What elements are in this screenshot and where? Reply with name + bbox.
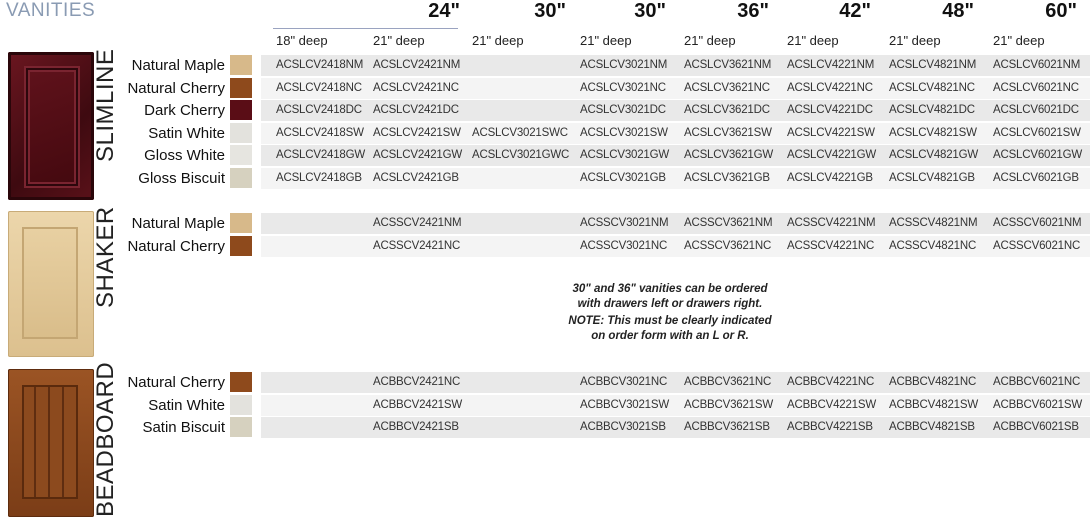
model-code-cell: ACBBCV4821NC xyxy=(889,376,977,388)
model-code-cell: ACSLCV4821GB xyxy=(889,171,975,184)
depth-header: 18" deep xyxy=(276,33,328,48)
model-code-cell: ACSLCV4821GW xyxy=(889,149,978,161)
model-code-cell: ACSSCV6021NC xyxy=(993,239,1081,252)
note-line: on order form with an L or R. xyxy=(591,330,749,342)
series-label-beadboard: BEADBOARD xyxy=(92,361,119,517)
size-header-30-drawer: 30" xyxy=(534,0,566,22)
model-code-cell: ACSLCV2418NC xyxy=(276,81,362,94)
model-code-cell: ACSLCV3621SW xyxy=(684,126,772,139)
model-code-cell: ACSSCV2421NM xyxy=(373,217,462,229)
model-code-cell: ACSLCV4221NM xyxy=(787,59,875,71)
model-code-cell: ACSLCV4821NM xyxy=(889,59,977,71)
model-code-cell: ACSSCV4221NM xyxy=(787,217,876,229)
depth-header: 21" deep xyxy=(684,33,736,48)
finish-swatch xyxy=(230,236,252,256)
model-code-cell: ACBBCV3021SW xyxy=(580,398,669,411)
model-code-cell: ACSLCV3021GW xyxy=(580,149,669,161)
model-code-cell: ACSLCV6021NM xyxy=(993,59,1081,71)
model-code-cell: ACSLCV2418SW xyxy=(276,126,364,139)
model-code-cell: ACSLCV4221GW xyxy=(787,149,876,161)
model-code-cell: ACSLCV4221GB xyxy=(787,171,873,184)
model-code-cell: ACSLCV3021SW xyxy=(580,126,668,139)
finish-label: Satin White xyxy=(148,124,225,142)
model-code-cell: ACBBCV3621NC xyxy=(684,376,772,388)
note-line: 30" and 36" vanities can be ordered xyxy=(572,283,768,295)
depth-header: 21" deep xyxy=(580,33,632,48)
finish-label: Dark Cherry xyxy=(144,102,225,119)
depth-header: 21" deep xyxy=(472,33,524,48)
model-code-cell: ACSLCV3621GB xyxy=(684,171,770,184)
finish-swatch xyxy=(230,145,252,165)
note-line: with drawers left or drawers right. xyxy=(577,298,763,310)
model-code-cell: ACBBCV4821SW xyxy=(889,398,978,411)
model-code-cell: ACBBCV2421SB xyxy=(373,421,459,433)
depth-header: 21" deep xyxy=(373,33,425,48)
page-title: VANITIES xyxy=(6,0,96,21)
model-code-cell: ACSLCV2421DC xyxy=(373,104,459,116)
size-header-48: 48" xyxy=(942,0,974,22)
size-header-42: 42" xyxy=(839,0,871,22)
model-code-cell: ACSLCV2421SW xyxy=(373,126,461,139)
model-code-cell: ACSLCV6021DC xyxy=(993,104,1079,116)
model-code-cell: ACSSCV3621NM xyxy=(684,217,773,229)
model-code-cell: ACSLCV4221DC xyxy=(787,104,873,116)
model-code-cell: ACSLCV2421GB xyxy=(373,171,459,184)
series-label-shaker: SHAKER xyxy=(92,206,119,308)
finish-label: Natural Maple xyxy=(131,215,225,232)
finish-swatch xyxy=(230,78,252,98)
note-line: NOTE: This must be clearly indicated xyxy=(568,315,772,327)
model-code-cell: ACBBCV3021NC xyxy=(580,376,668,388)
finish-swatch xyxy=(230,395,252,415)
finish-label: Satin White xyxy=(148,396,225,414)
model-code-cell: ACSLCV6021GW xyxy=(993,149,1082,161)
finish-swatch xyxy=(230,372,252,392)
model-code-cell: ACSLCV4821NC xyxy=(889,81,975,94)
finish-label: Natural Cherry xyxy=(127,374,225,391)
finish-label: Gloss Biscuit xyxy=(138,169,225,187)
model-code-cell: ACSLCV4821DC xyxy=(889,104,975,116)
model-code-cell: ACBBCV4821SB xyxy=(889,421,975,433)
model-code-cell: ACSLCV3021NC xyxy=(580,81,666,94)
depth-header: 21" deep xyxy=(993,33,1045,48)
finish-label: Natural Cherry xyxy=(127,79,225,97)
model-code-cell: ACBBCV2421NC xyxy=(373,376,461,388)
model-code-cell: ACSLCV3021SWC xyxy=(472,126,568,139)
finish-swatch xyxy=(230,55,252,75)
model-code-cell: ACSLCV3621DC xyxy=(684,104,770,116)
depth-header: 21" deep xyxy=(787,33,839,48)
model-code-cell: ACSLCV3021DC xyxy=(580,104,666,116)
header-underline xyxy=(273,28,458,29)
model-code-cell: ACSLCV3021GWC xyxy=(472,149,570,161)
finish-swatch xyxy=(230,100,252,120)
model-code-cell: ACSSCV4221NC xyxy=(787,239,875,252)
model-code-cell: ACSLCV6021GB xyxy=(993,171,1079,184)
model-code-cell: ACSLCV3621GW xyxy=(684,149,773,161)
model-code-cell: ACBBCV4221SW xyxy=(787,398,876,411)
model-code-cell: ACBBCV3621SW xyxy=(684,398,773,411)
finish-swatch xyxy=(230,123,252,143)
model-code-cell: ACSLCV3621NC xyxy=(684,81,770,94)
model-code-cell: ACSLCV2421NC xyxy=(373,81,459,94)
model-code-cell: ACBBCV2421SW xyxy=(373,398,462,411)
model-code-cell: ACSLCV6021SW xyxy=(993,126,1081,139)
model-code-cell: ACSLCV3021NM xyxy=(580,59,668,71)
model-code-cell: ACSLCV2418GB xyxy=(276,171,362,184)
size-header-30: 30" xyxy=(634,0,666,22)
finish-swatch xyxy=(230,168,252,188)
size-header-36: 36" xyxy=(737,0,769,22)
model-code-cell: ACSLCV2418DC xyxy=(276,104,362,116)
finish-label: Natural Maple xyxy=(131,57,225,74)
model-code-cell: ACSSCV3021NC xyxy=(580,239,668,252)
size-header-24: 24" xyxy=(428,0,460,22)
model-code-cell: ACSLCV3621NM xyxy=(684,59,772,71)
series-label-slimline: SLIMLINE xyxy=(92,48,119,162)
model-code-cell: ACSLCV6021NC xyxy=(993,81,1079,94)
model-code-cell: ACSLCV4821SW xyxy=(889,126,977,139)
model-code-cell: ACBBCV6021SB xyxy=(993,421,1079,433)
model-code-cell: ACSSCV2421NC xyxy=(373,239,461,252)
model-code-cell: ACSSCV4821NM xyxy=(889,217,978,229)
model-code-cell: ACSLCV4221NC xyxy=(787,81,873,94)
model-code-cell: ACSSCV4821NC xyxy=(889,239,977,252)
model-code-cell: ACSLCV2421GW xyxy=(373,149,462,161)
model-code-cell: ACBBCV6021NC xyxy=(993,376,1081,388)
slimline-door-image xyxy=(8,52,94,200)
model-code-cell: ACSLCV2421NM xyxy=(373,59,461,71)
ordering-note xyxy=(520,282,820,344)
finish-label: Gloss White xyxy=(144,147,225,164)
model-code-cell: ACSLCV2418GW xyxy=(276,149,365,161)
model-code-cell: ACBBCV6021SW xyxy=(993,398,1082,411)
model-code-cell: ACSSCV3021NM xyxy=(580,217,669,229)
depth-header: 21" deep xyxy=(889,33,941,48)
model-code-cell: ACBBCV4221SB xyxy=(787,421,873,433)
model-code-cell: ACSSCV3621NC xyxy=(684,239,772,252)
finish-swatch xyxy=(230,417,252,437)
size-header-60: 60" xyxy=(1045,0,1077,22)
model-code-cell: ACSLCV2418NM xyxy=(276,59,364,71)
beadboard-door-image xyxy=(8,369,94,517)
model-code-cell: ACBBCV4221NC xyxy=(787,376,875,388)
model-code-cell: ACBBCV3621SB xyxy=(684,421,770,433)
model-code-cell: ACBBCV3021SB xyxy=(580,421,666,433)
shaker-door-image xyxy=(8,211,94,357)
model-code-cell: ACSLCV4221SW xyxy=(787,126,875,139)
model-code-cell: ACSSCV6021NM xyxy=(993,217,1082,229)
finish-swatch xyxy=(230,213,252,233)
model-code-cell: ACSLCV3021GB xyxy=(580,171,666,184)
finish-label: Satin Biscuit xyxy=(142,419,225,436)
finish-label: Natural Cherry xyxy=(127,237,225,255)
